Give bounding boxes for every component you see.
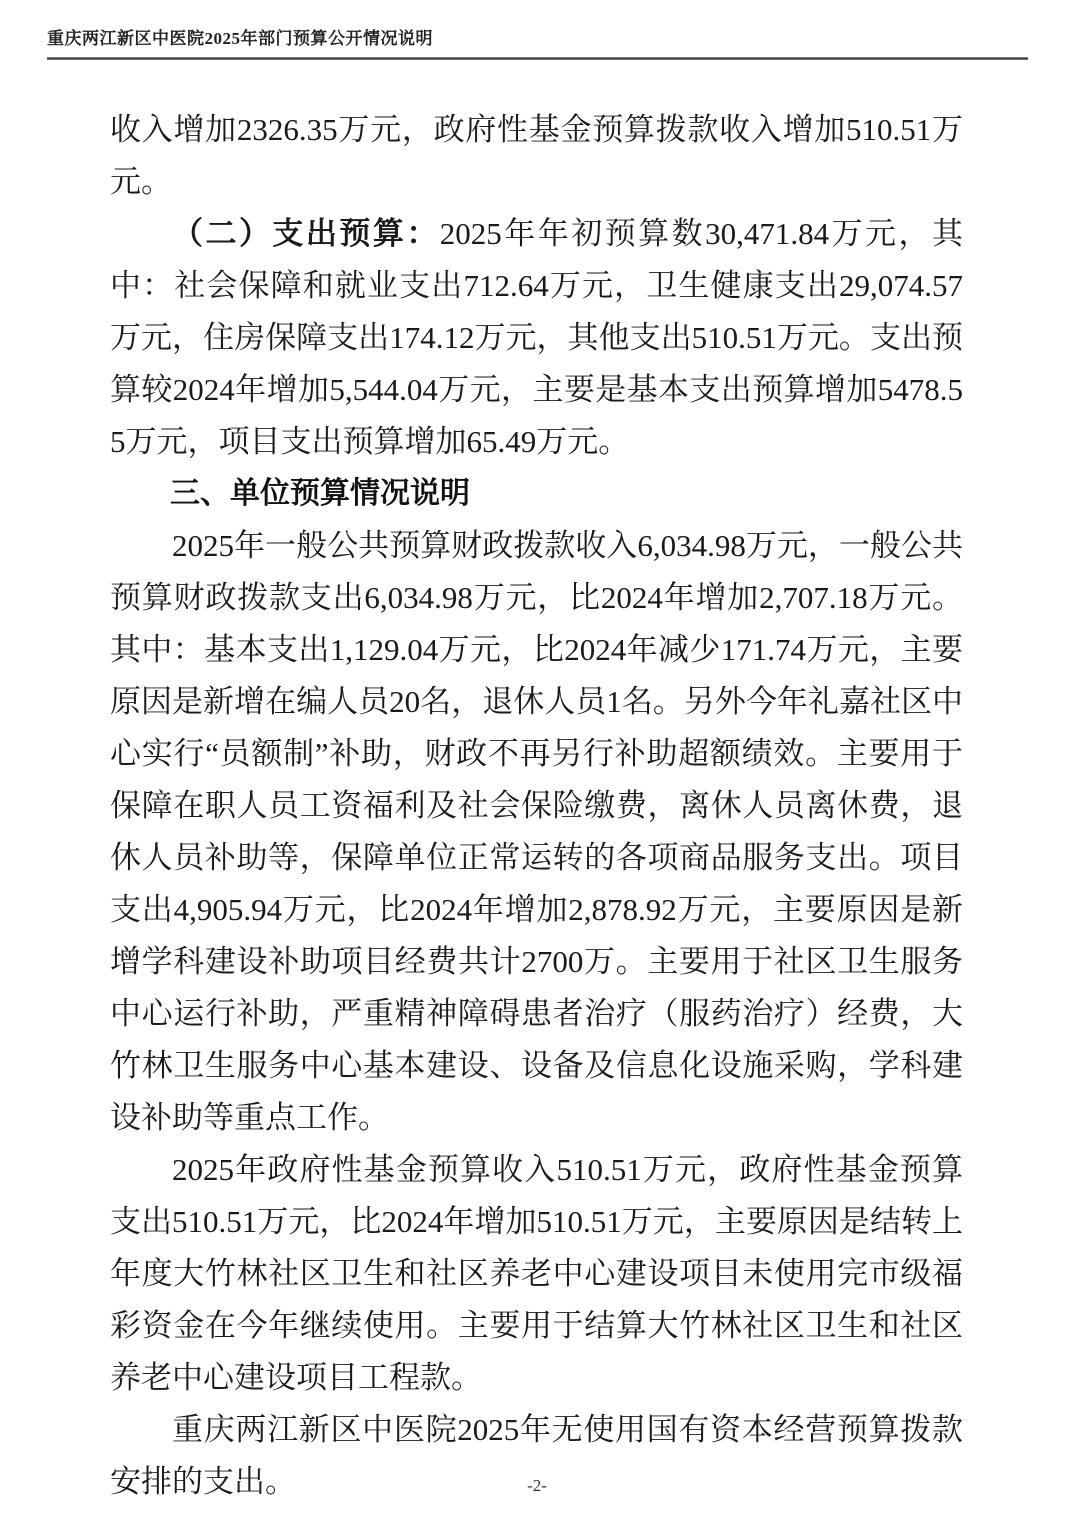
- paragraph-income-continuation: 收入增加2326.35万元，政府性基金预算拨款收入增加510.51万元。: [110, 112, 963, 199]
- paragraph-government-fund-budget: 2025年政府性基金预算收入510.51万元，政府性基金预算支出510.51万元，比2024年增加510.51万元，主要原因是结转上年度大竹林社区卫生和社区养老中心建设项目未使用完市级福彩资金在今年继续使用。主要用于结算大竹林社区卫生和社区养老中心建设项目工程款。: [110, 1152, 963, 1395]
- page-footer: [0, 1476, 1074, 1496]
- header-title: 重庆两江新区中医院2025年部门预算公开情况说明: [47, 29, 433, 48]
- paragraph-text: 2025年年初预算数30,471.84万元，其中：社会保障和就业支出712.64万元，卫生健康支出29,074.57万元，住房保障支出174.12万元，其他支出510.51万元。支出预算较2024年增加5,544.04万元，主要是基本支出预算增加5478.55万元，项目支出预算增加65.49万元。: [110, 216, 964, 459]
- document-body: [110, 104, 963, 1508]
- paragraph-general-public-budget: 2025年一般公共预算财政拨款收入6,034.98万元，一般公共预算财政拨款支出6,034.98万元，比2024年增加2,707.18万元。其中：基本支出1,129.04万元，比2024年减少171.74万元，主要原因是新增在编人员20名，退休人员1名。另外今年礼嘉社区中心实行“员额制”补助，财政不再另行补助超额绩效。主要用于保障在职人员工资福利及社会保险缴费，离休人员离休费，退休人员补助等，保障单位正常运转的各项商品服务支出。项目支出4,905.94万元，比2024年增加2,878.92万元，主要原因是新增学科建设补助项目经费共计2700万。主要用于社区卫生服务中心运行补助，严重精神障碍患者治疗（服药治疗）经费，大竹林卫生服务中心基本建设、设备及信息化设施采购，学科建设补助等重点工作。: [110, 528, 963, 1135]
- paragraph-expenditure-budget: [110, 208, 963, 468]
- header-rule: [47, 57, 1028, 60]
- page-header: [47, 27, 1028, 60]
- paragraph-lead: （二）支出预算：: [172, 216, 440, 251]
- section-heading-unit-budget: 三、单位预算情况说明: [170, 477, 470, 510]
- paragraph-state-capital-budget: 重庆两江新区中医院2025年无使用国有资本经营预算拨款安排的支出。: [110, 1412, 963, 1499]
- page-number: -2-: [527, 1476, 547, 1495]
